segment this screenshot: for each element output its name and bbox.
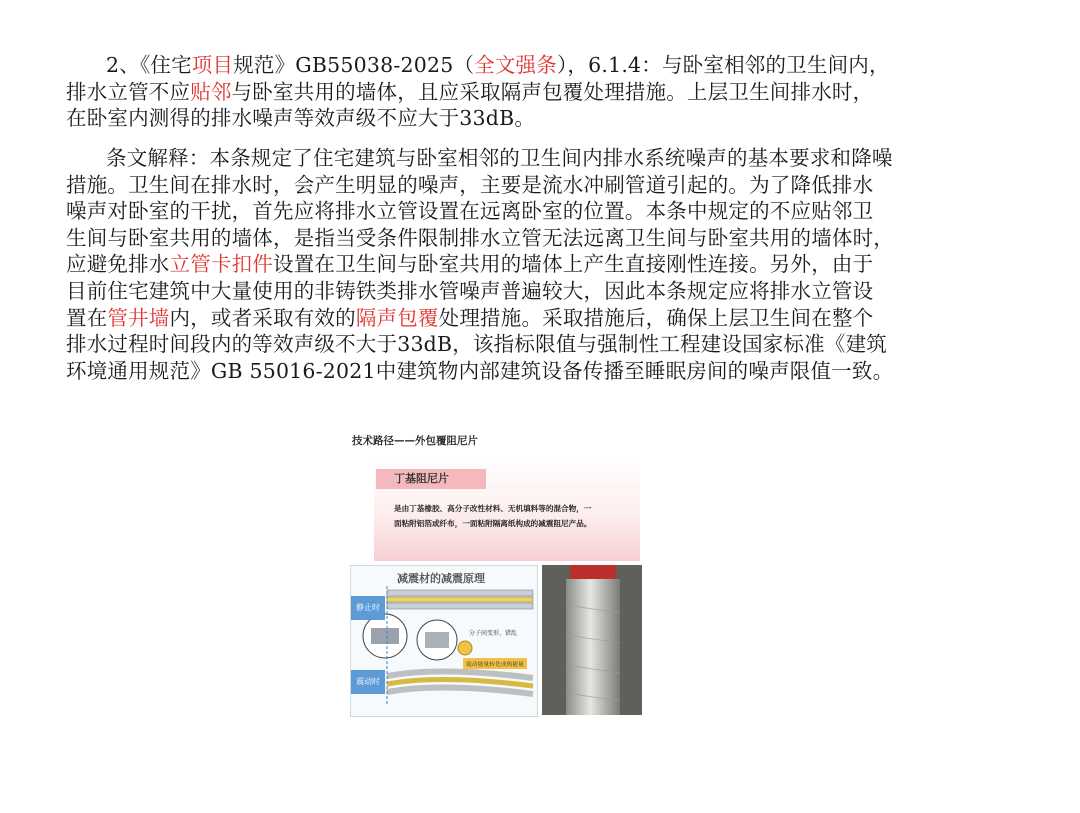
damping-principle-diagram <box>350 565 538 717</box>
line: 排水过程时间段内的等效声级不大于33dB，该指标限值与强制性工程建设国家标准《建筑 <box>66 332 887 357</box>
explanation-paragraph <box>66 145 1018 384</box>
material-name: 丁基阻尼片 <box>376 469 486 489</box>
pipe-image <box>542 565 642 715</box>
line: 在卧室内测得的排水噪声等效声级不应大于33dB。 <box>66 106 536 131</box>
highlight: 全文强条 <box>474 53 557 77</box>
line: 应避免排水立管卡扣件设置在卫生间与卧室共用的墙体上产生直接刚性连接。另外，由于 <box>66 252 874 277</box>
line: 置在管井墙内，或者采取有效的隔声包覆处理措施。采取措施后，确保上层卫生间在整个 <box>66 305 874 330</box>
highlight: 项目 <box>191 53 234 77</box>
material-info-box <box>374 457 640 561</box>
highlight: 立管卡扣件 <box>169 252 273 277</box>
line: 2、《住宅项目规范》GB55038-2025（全文强条），6.1.4：与卧室相邻的卫生间内， <box>106 53 890 77</box>
state-vibrate-label: 震动时 <box>351 670 385 694</box>
line: 生间与卧室共用的墙体，是指当受条件限制排水立管无法远离卫生间与卧室共用的墙体时， <box>66 225 894 250</box>
line: 目前住宅建筑中大量使用的非铸铁类排水管噪声普遍较大，因此本条规定应将排水立管设 <box>66 278 874 303</box>
figure-title: 技术路径——外包覆阻尼片 <box>352 435 478 447</box>
line: 排水立管不应贴邻与卧室共用的墙体，且应采取隔声包覆处理措施。上层卫生间排水时， <box>66 79 874 104</box>
regulation-paragraph <box>66 52 1018 132</box>
line: 措施。卫生间在排水时，会产生明显的噪声，主要是流水冲刷管道引起的。为了降低排水 <box>66 172 874 197</box>
energy-label: 震动能量转化成热能量 <box>463 658 527 669</box>
highlight: 贴邻 <box>190 79 232 104</box>
highlight: 管井墙 <box>107 305 170 330</box>
highlight: 隔声包覆 <box>355 305 439 330</box>
damping-figure <box>340 425 642 717</box>
diagram-title: 减震材的减震原理 <box>397 572 485 585</box>
state-static-label: 静止时 <box>351 596 385 620</box>
molecule-label: 分子间变形、错乱 <box>469 630 518 637</box>
material-description: 是由丁基橡胶、高分子改性材料、无机填料等的混合物，一 面粘附铝箔或纤布，一面粘附隔离纸构成的减震阻尼产品。 <box>394 504 592 528</box>
line: 条文解释：本条规定了住宅建筑与卧室相邻的卫生间内排水系统噪声的基本要求和降噪 <box>106 146 893 170</box>
line: 环境通用规范》GB 55016-2021中建筑物内部建筑设备传播至睡眠房间的噪声限值一致。 <box>66 358 894 383</box>
wrapped-pipe-photo <box>542 565 642 715</box>
line: 噪声对卧室的干扰，首先应将排水立管设置在远离卧室的位置。本条中规定的不应贴邻卫 <box>66 199 874 224</box>
